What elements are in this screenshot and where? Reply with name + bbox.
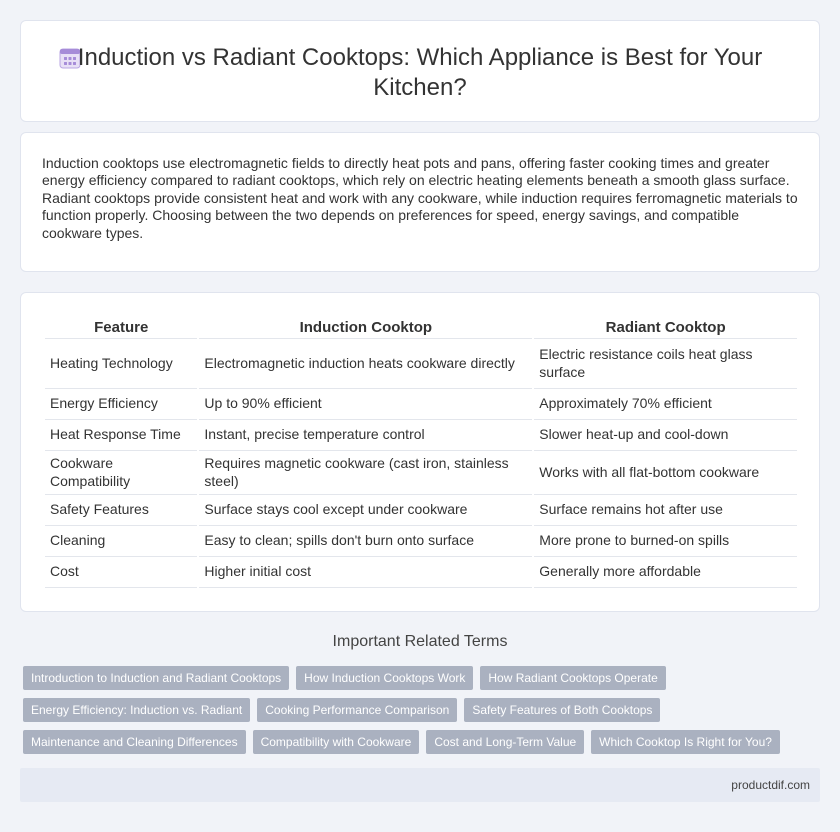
comparison-table-card [20,292,820,612]
table-cell: Heat Response Time [45,420,197,451]
table-header-radiant: Radiant Cooktop [534,317,797,339]
footer [20,768,820,802]
tag-link[interactable]: How Radiant Cooktops Operate [480,666,665,690]
page-title: Induction vs Radiant Cooktops: Which Appliance is Best for Your Kitchen? [77,44,763,101]
table-cell: Requires magnetic cookware (cast iron, stainless steel) [199,451,532,495]
table-cell: Generally more affordable [534,557,797,588]
table-cell: Cookware Compatibility [45,451,197,495]
header-card [20,20,820,122]
table-row [45,495,797,526]
table-cell: Works with all flat-bottom cookware [534,451,797,495]
related-terms-tags [23,666,823,762]
tag-link[interactable]: Energy Efficiency: Induction vs. Radiant [23,698,250,722]
table-cell: More prone to burned-on spills [534,526,797,557]
tag-link[interactable]: Safety Features of Both Cooktops [464,698,660,722]
tag-link[interactable]: Cooking Performance Comparison [257,698,457,722]
table-cell: Higher initial cost [199,557,532,588]
table-header-feature: Feature [45,317,197,339]
table-cell: Slower heat-up and cool-down [534,420,797,451]
table-cell: Surface remains hot after use [534,495,797,526]
tag-link[interactable]: How Induction Cooktops Work [296,666,473,690]
tag-link[interactable]: Introduction to Induction and Radiant Cooktops [23,666,289,690]
table-cell: Safety Features [45,495,197,526]
table-cell: Cost [45,557,197,588]
tag-link[interactable]: Compatibility with Cookware [253,730,420,754]
table-row [45,557,797,588]
tag-link[interactable]: Cost and Long-Term Value [426,730,584,754]
tag-link[interactable]: Which Cooktop Is Right for You? [591,730,780,754]
comparison-table [43,317,799,588]
table-row [45,451,797,495]
table-cell: Instant, precise temperature control [199,420,532,451]
table-cell: Approximately 70% efficient [534,389,797,420]
intro-card [20,132,820,272]
table-row [45,420,797,451]
intro-paragraph: Induction cooktops use electromagnetic fields to directly heat pots and pans, offering faster cooking times and greater energy efficiency compared to radiant cooktops, which rely on electric heating elements beneath a smooth glass surface. Radiant cooktops provide consistent heat and work with any cookware, while induction requires ferromagnetic materials to function properly. Choosing between the two depends on preferences for speed, energy savings, and compatible cookware types. [42,155,798,241]
table-cell: Electromagnetic induction heats cookware directly [199,339,532,389]
table-row [45,526,797,557]
tag-link[interactable]: Maintenance and Cleaning Differences [23,730,246,754]
table-row [45,339,797,389]
footer-site-link[interactable]: productdif.com [731,778,810,792]
table-cell: Heating Technology [45,339,197,389]
table-row [45,389,797,420]
related-terms-title: Important Related Terms [332,633,508,650]
table-cell: Energy Efficiency [45,389,197,420]
table-cell: Cleaning [45,526,197,557]
table-header-induction: Induction Cooktop [199,317,532,339]
table-cell: Up to 90% efficient [199,389,532,420]
table-cell: Surface stays cool except under cookware [199,495,532,526]
table-cell: Easy to clean; spills don't burn onto surface [199,526,532,557]
table-cell: Electric resistance coils heat glass surface [534,339,797,389]
